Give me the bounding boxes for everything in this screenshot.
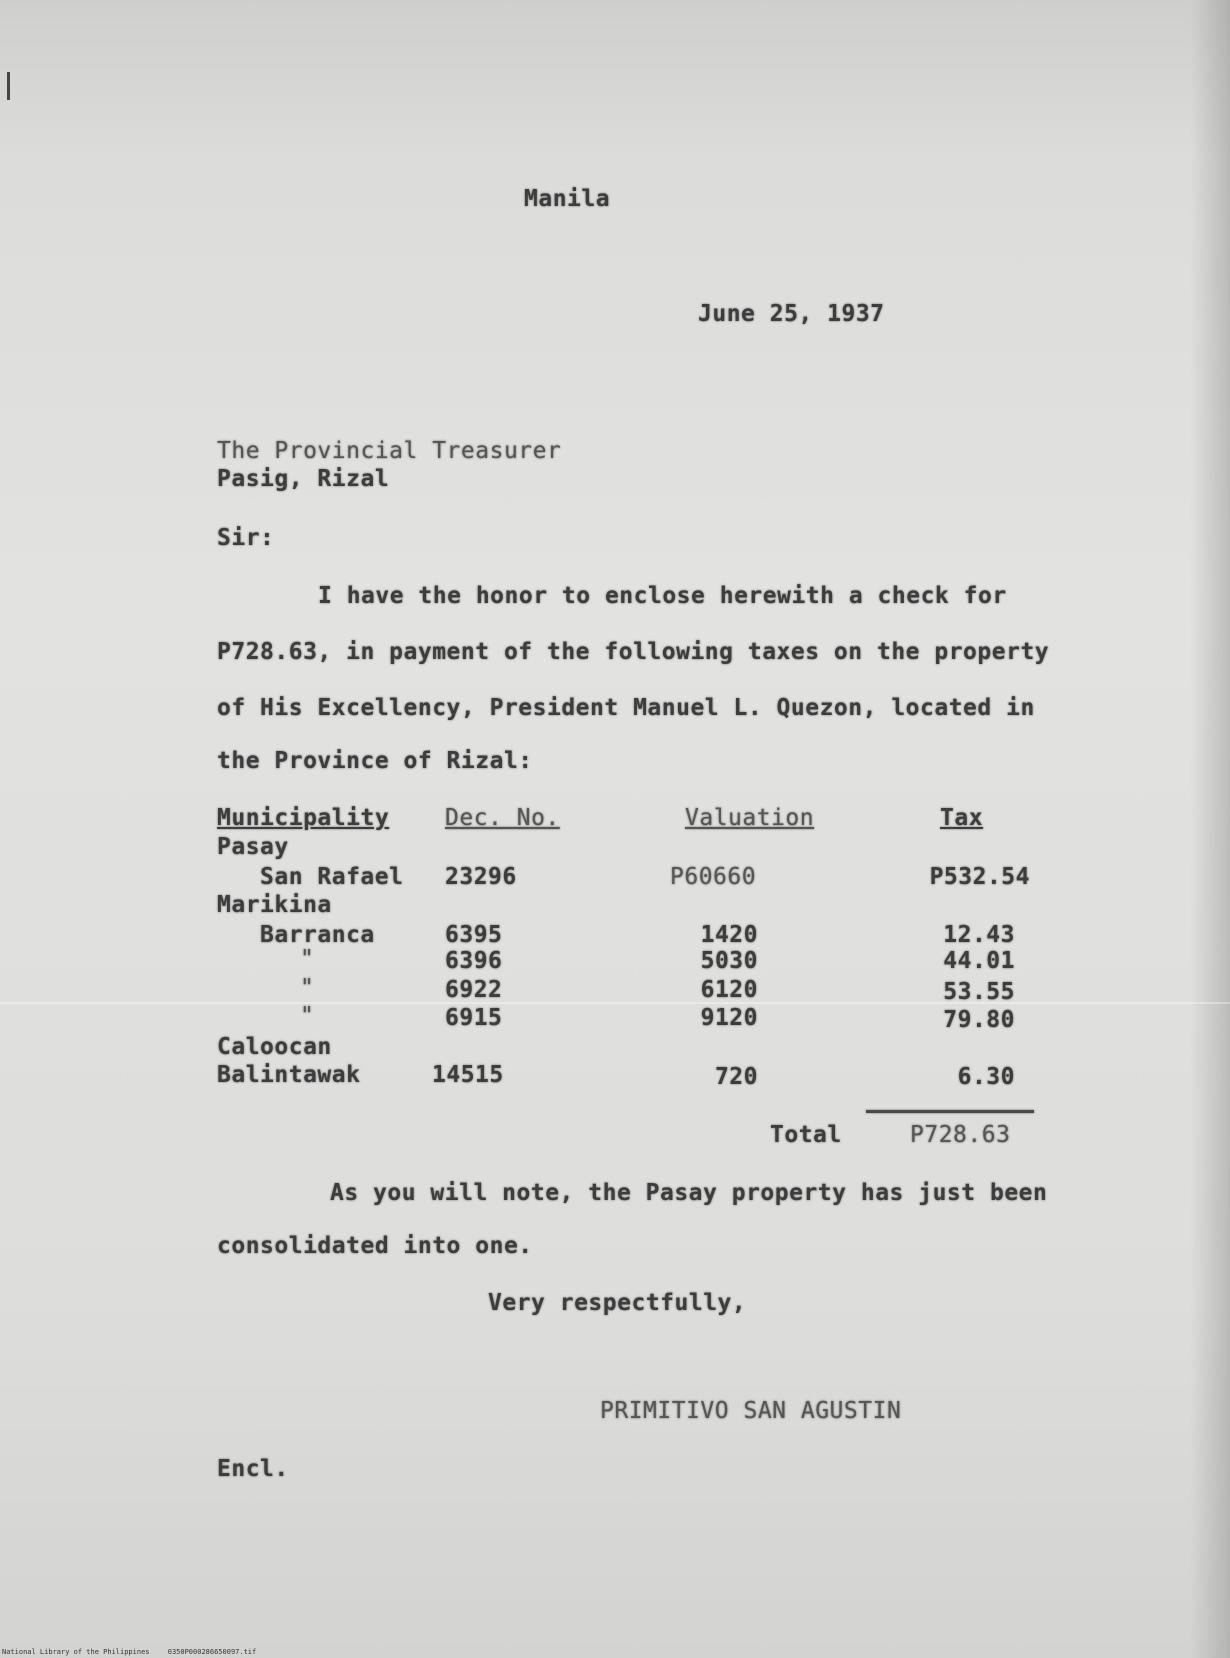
row-tax: 53.55 bbox=[943, 979, 1015, 1005]
row-place-ditto: " bbox=[300, 1003, 315, 1029]
row-valuation: 5030 bbox=[700, 948, 758, 974]
total-label: Total bbox=[770, 1122, 842, 1148]
body-line-4: the Province of Rizal: bbox=[217, 748, 533, 774]
archive-footer bbox=[2, 1648, 256, 1656]
row-dec: 6915 bbox=[445, 1005, 503, 1031]
row-tax: 12.43 bbox=[943, 922, 1015, 948]
total-value: P728.63 bbox=[910, 1122, 1011, 1148]
row-place-ditto: " bbox=[300, 975, 315, 1001]
complimentary-close: Very respectfully, bbox=[488, 1290, 747, 1316]
group-marikina: Marikina bbox=[217, 892, 332, 918]
row-tax: 44.01 bbox=[943, 948, 1015, 974]
total-rule bbox=[866, 1110, 1034, 1113]
row-dec: 14515 bbox=[432, 1062, 504, 1088]
body-line-1: I have the honor to enclose herewith a check for bbox=[318, 583, 1007, 609]
row-valuation: 720 bbox=[714, 1064, 758, 1090]
signature-name: PRIMITIVO SAN AGUSTIN bbox=[600, 1398, 902, 1424]
salutation: Sir: bbox=[217, 525, 275, 551]
body-line-3: of His Excellency, President Manuel L. Quezon, located in bbox=[217, 695, 1035, 721]
row-valuation: 1420 bbox=[700, 922, 758, 948]
enclosure-note: Encl. bbox=[217, 1456, 289, 1482]
group-pasay: Pasay bbox=[217, 834, 289, 860]
scan-mark bbox=[7, 72, 10, 100]
row-valuation: 9120 bbox=[700, 1005, 758, 1031]
row-tax: P532.54 bbox=[929, 864, 1030, 890]
archive-name: National Library of the Philippines bbox=[2, 1648, 150, 1656]
closing-line-2: consolidated into one. bbox=[217, 1233, 533, 1259]
row-dec: 6396 bbox=[445, 948, 503, 974]
addressee-line-2: Pasig, Rizal bbox=[217, 466, 390, 492]
row-place-ditto: " bbox=[300, 946, 315, 972]
row-place: Barranca bbox=[260, 922, 375, 948]
row-place: San Rafael bbox=[260, 864, 404, 890]
row-valuation: 6120 bbox=[700, 977, 758, 1003]
group-caloocan: Caloocan bbox=[217, 1034, 332, 1060]
letter-date: June 25, 1937 bbox=[698, 301, 885, 327]
row-tax: 6.30 bbox=[957, 1064, 1015, 1090]
header-dec-no: Dec. No. bbox=[445, 805, 560, 831]
header-tax: Tax bbox=[940, 805, 984, 831]
row-tax: 79.80 bbox=[943, 1007, 1015, 1033]
body-line-2: P728.63, in payment of the following taxes on the property bbox=[217, 639, 1050, 665]
header-valuation: Valuation bbox=[685, 805, 815, 831]
row-dec: 23296 bbox=[445, 864, 517, 890]
row-dec: 6922 bbox=[445, 977, 503, 1003]
closing-line-1: As you will note, the Pasay property has just been bbox=[330, 1180, 1048, 1206]
header-municipality: Municipality bbox=[217, 805, 390, 831]
row-valuation: P60660 bbox=[670, 864, 757, 890]
place-heading: Manila bbox=[524, 186, 611, 212]
addressee-line-1: The Provincial Treasurer bbox=[217, 438, 562, 464]
row-place: Balintawak bbox=[217, 1062, 361, 1088]
row-dec: 6395 bbox=[445, 922, 503, 948]
file-name: 0350P000286650097.tif bbox=[167, 1648, 257, 1656]
